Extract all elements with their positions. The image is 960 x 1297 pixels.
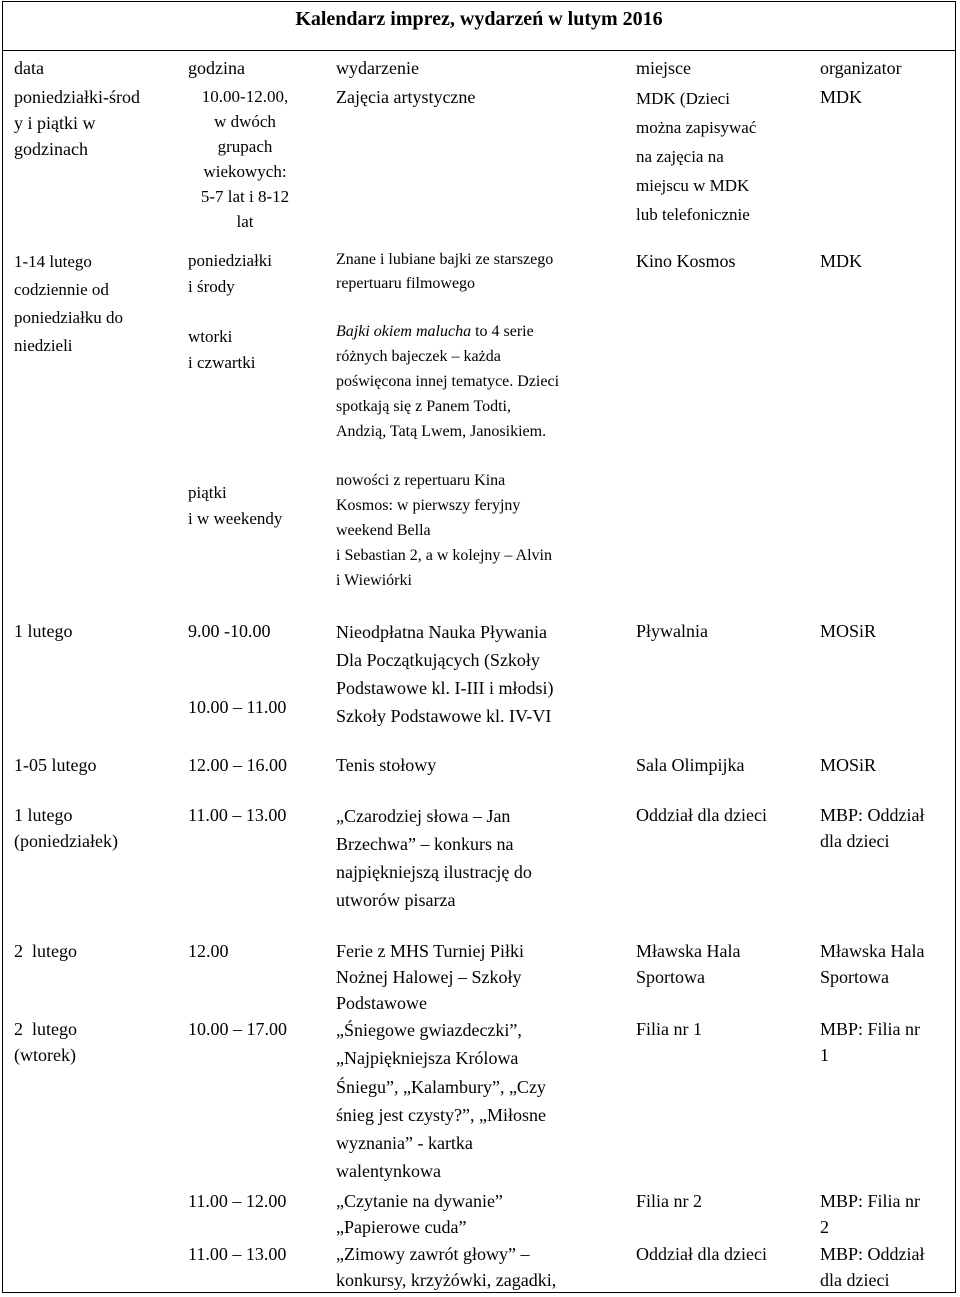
row6-godzina: 12.00 (188, 941, 229, 961)
row7-godzina-c: 11.00 – 13.00 (188, 1244, 287, 1264)
row4-godzina: 12.00 – 16.00 (188, 755, 287, 775)
row1-godzina: 10.00-12.00, w dwóch grupach wiekowych: 5-7 lat i 8-12 lat (200, 87, 290, 231)
row1-data: poniedziałki-środ y i piątki w godzinach (14, 87, 140, 159)
row5-godzina: 11.00 – 13.00 (188, 805, 287, 825)
row7-wydarzenie-b: „Czytanie na dywanie” „Papierowe cuda” (336, 1191, 503, 1237)
row2-wydarzenie-b2: różnych bajeczek – każda poświęcona innej tematyce. Dzieci spotkają się z Panem Todti, Andzią, Tatą Lwem, Janosikiem. (336, 348, 560, 440)
header-godzina: godzina (188, 58, 245, 78)
row7-miejsce-a: Filia nr 1 (636, 1019, 702, 1039)
row1-wydarzenie: Zajęcia artystyczne (336, 87, 476, 107)
row1-organizator: MDK (820, 87, 863, 107)
header-organizator: organizator (820, 58, 902, 78)
row4-miejsce: Sala Olimpijka (636, 755, 745, 775)
row5-organizator: MBP: Oddział dla dzieci (820, 805, 925, 851)
row2-organizator: MDK (820, 251, 863, 271)
row4-data: 1-05 lutego (14, 755, 97, 775)
row7-organizator-b: MBP: Filia nr 2 (820, 1191, 921, 1237)
row5-wydarzenie: „Czarodziej słowa – Jan Brzechwa” – konkurs na najpiękniejszą ilustrację do utworów pisarza (336, 806, 532, 910)
row5-data: 1 lutego (poniedziałek) (14, 805, 118, 851)
row4-wydarzenie: Tenis stołowy (336, 755, 437, 775)
row2-godzina-a: poniedziałki i środy (188, 251, 273, 296)
row7-wydarzenie-c: „Zimowy zawrót głowy” – konkursy, krzyżówki, zagadki, (336, 1244, 557, 1290)
row4-organizator: MOSiR (820, 755, 877, 775)
row2-godzina-b: wtorki i czwartki (188, 327, 256, 372)
row7-organizator-a: MBP: Filia nr 1 (820, 1019, 921, 1065)
row7-miejsce-c: Oddział dla dzieci (636, 1244, 767, 1264)
row7-organizator-c: MBP: Oddział dla dzieci (820, 1244, 925, 1290)
row5-miejsce: Oddział dla dzieci (636, 805, 767, 825)
row1-miejsce: MDK (Dzieci można zapisywać na zajęcia na miejscu w MDK lub telefonicznie (636, 89, 757, 224)
row2-wydarzenie-a: Znane i lubiane bajki ze starszego repertuaru filmowego (336, 251, 554, 292)
header-data: data (14, 58, 44, 78)
header-wydarzenie: wydarzenie (336, 58, 419, 78)
row6-miejsce: Mławska Hala Sportowa (636, 941, 741, 987)
row2-data: 1-14 lutego codziennie od poniedziałku do niedzieli (14, 252, 124, 355)
row2-wydarzenie-c: nowości z repertuaru Kina Kosmos: w pierwszy feryjny weekend Bella i Sebastian 2, a w kolejny – Alvin i Wiewiórki (336, 472, 552, 589)
row3-godzina-a: 9.00 -10.00 (188, 621, 271, 641)
row6-wydarzenie: Ferie z MHS Turniej Piłki Nożnej Halowej – Szkoły Podstawowe (336, 941, 525, 1013)
row7-miejsce-b: Filia nr 2 (636, 1191, 702, 1211)
header-miejsce: miejsce (636, 58, 691, 78)
row2-wydarzenie-b-rest: to 4 serie (471, 323, 534, 340)
row2-godzina-c: piątki i w weekendy (188, 483, 283, 528)
row7-godzina-a: 10.00 – 17.00 (188, 1019, 287, 1039)
row3-wydarzenie: Nieodpłatna Nauka Pływania Dla Początkujących (Szkoły Podstawowe kl. I-III i młodsi) Szkoły Podstawowe kl. IV-VI (336, 622, 554, 726)
row7-godzina-b: 11.00 – 12.00 (188, 1191, 287, 1211)
row6-organizator: Mławska Hala Sportowa (820, 941, 925, 987)
row3-miejsce: Pływalnia (636, 621, 708, 641)
row2-miejsce: Kino Kosmos (636, 251, 736, 271)
row2-wydarzenie-b-title: Bajki okiem malucha (336, 323, 472, 340)
row7-data: 2 lutego (wtorek) (14, 1019, 77, 1065)
row2-wydarzenie-b (336, 320, 534, 344)
row3-godzina-b: 10.00 – 11.00 (188, 697, 287, 717)
row6-data: 2 lutego (14, 941, 77, 961)
page-title: Kalendarz imprez, wydarzeń w lutym 2016 (2, 1, 956, 51)
row7-wydarzenie-a: „Śniegowe gwiazdeczki”, „Najpiękniejsza Królowa Śniegu”, „Kalambury”, „Czy śnieg jest czysty?”, „Miłosne wyznania” - kartka walentynkowa (336, 1020, 546, 1182)
row3-data: 1 lutego (14, 621, 73, 641)
row3-organizator: MOSiR (820, 621, 877, 641)
